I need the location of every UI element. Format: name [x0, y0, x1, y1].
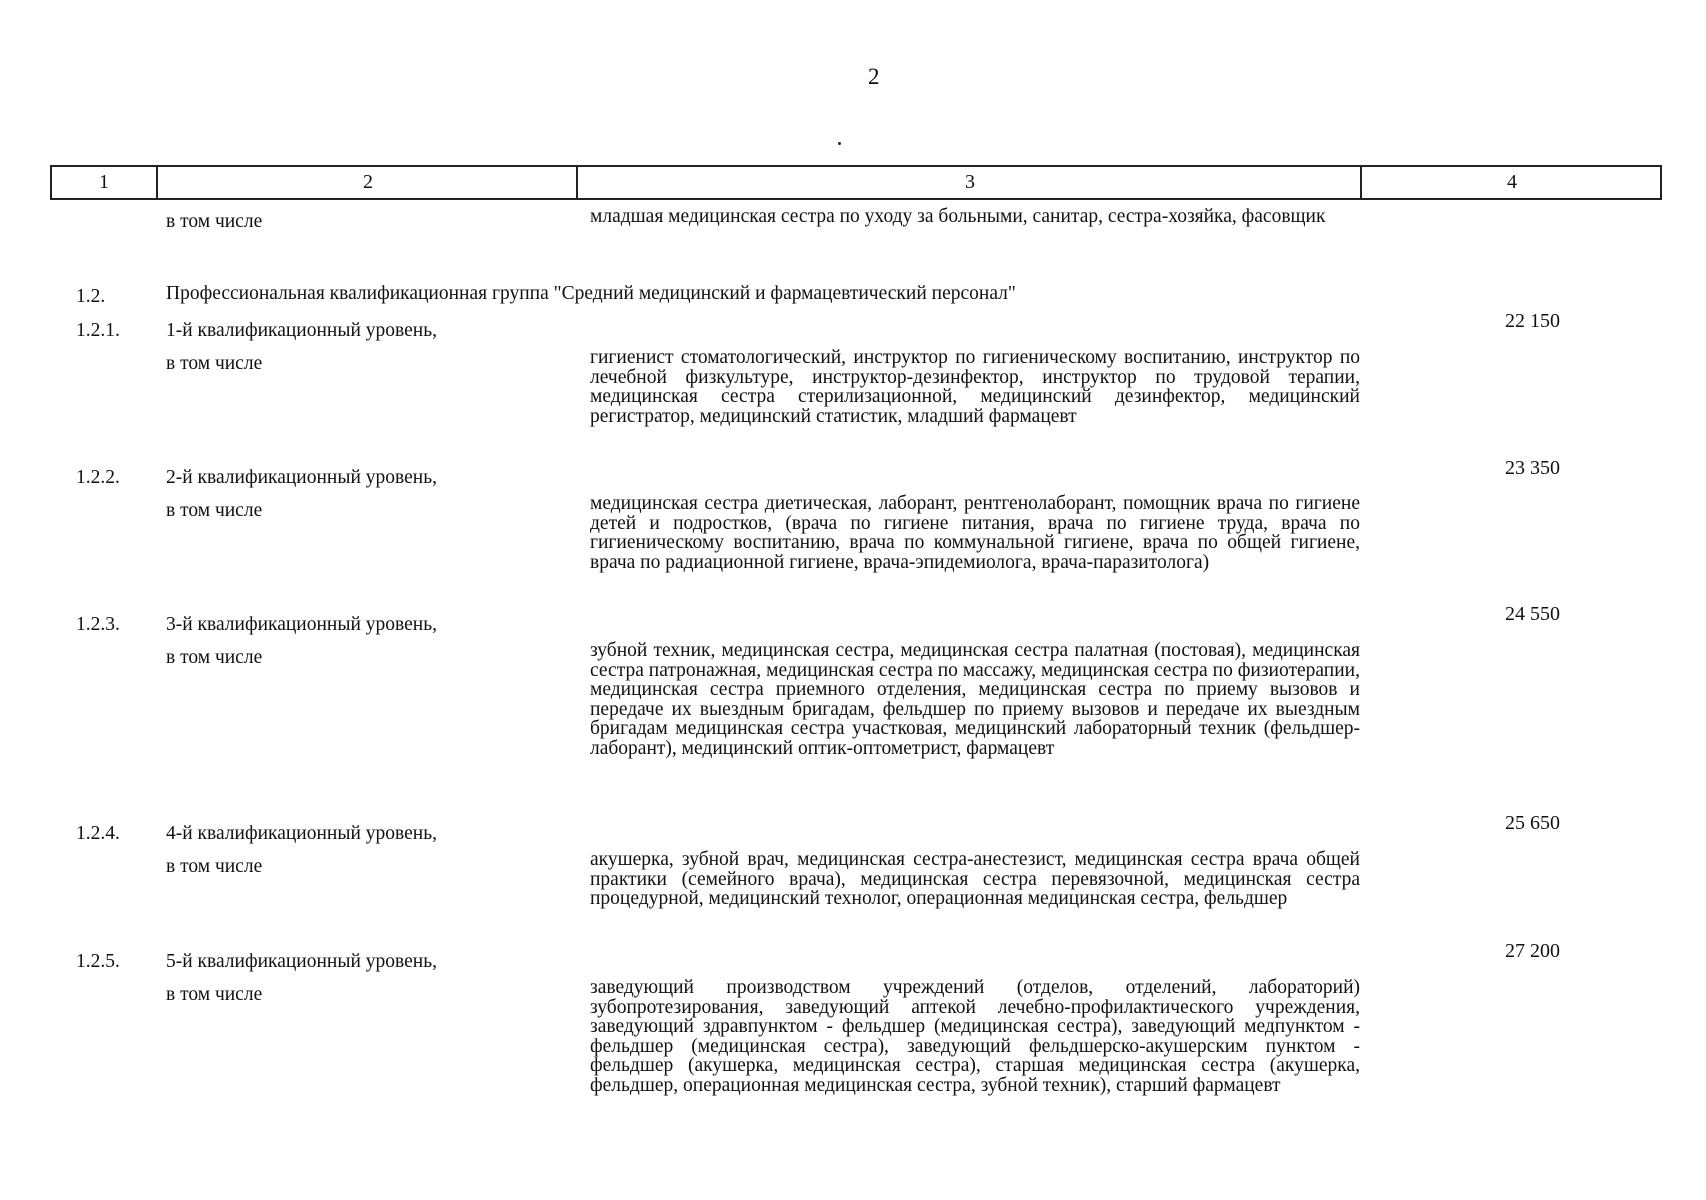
header-col-4: 4 — [1360, 167, 1662, 198]
level-code: 1.2.4. — [76, 823, 120, 844]
level-subtitle: в том числе — [166, 353, 263, 374]
level-label: 5-й квалификационный уровень, — [166, 951, 437, 972]
continuation-subtitle: в том числе — [166, 211, 263, 232]
level-label: 4-й квалификационный уровень, — [166, 823, 437, 844]
level-subtitle: в том числе — [166, 500, 263, 521]
level-value: 23 350 — [1505, 457, 1560, 479]
level-description: гигиенист стоматологический, инструктор по гигиеническому воспитанию, инструктор по лечебной физкультуре, инструктор-дезинфектор, инструктор по трудовой терапии, медицинская сестра стерилизационной, медицинский дезинфектор, медицинский регистратор, медицинский статистик, младший фармацевт — [590, 347, 1360, 427]
level-code: 1.2.3. — [76, 614, 120, 635]
header-col-3: 3 — [576, 167, 1362, 198]
level-value: 27 200 — [1505, 940, 1560, 962]
level-subtitle: в том числе — [166, 984, 263, 1005]
column-header-row — [50, 165, 1662, 200]
level-code: 1.2.5. — [76, 951, 120, 972]
group-title: Профессиональная квалификационная группа "Средний медицинский и фармацевтический персонал" — [166, 283, 1016, 304]
level-description: зубной техник, медицинская сестра, медицинская сестра палатная (постовая), медицинская сестра патронажная, медицинская сестра по массажу, медицинская сестра по физиотерапии, медицинская сестра приемного отделения, медицинская сестра по приему вызовов и передаче их выездным бригадам, фельдшер по приему вызовов и передаче их выездным бригадам медицинская сестра участковая, медицинский лабораторный техник (фельдшер-лаборант), медицинский оптик-оптометрист, фармацевт — [590, 640, 1360, 759]
continuation-description: младшая медицинская сестра по уходу за больными, санитар, сестра-хозяйка, фасовщик — [590, 206, 1326, 227]
level-label: 3-й квалификационный уровень, — [166, 614, 437, 635]
level-value: 22 150 — [1505, 310, 1560, 332]
level-code: 1.2.1. — [76, 320, 120, 341]
level-description: медицинская сестра диетическая, лаборант, рентгенолаборант, помощник врача по гигиене детей и подростков, (врача по гигиене питания, врача по гигиене труда, врача по гигиеническому воспитанию, врача по коммунальной гигиене, врача по общей гигиене, врача по радиационной гигиене, врача-эпидемиолога, врача-паразитолога) — [590, 493, 1360, 573]
page-number: 2 — [868, 64, 880, 89]
level-value: 24 550 — [1505, 603, 1560, 625]
group-code: 1.2. — [76, 286, 106, 307]
level-subtitle: в том числе — [166, 647, 263, 668]
header-col-2: 2 — [156, 167, 578, 198]
level-label: 1-й квалификационный уровень, — [166, 320, 437, 341]
stray-dot — [838, 142, 841, 145]
level-value: 25 650 — [1505, 812, 1560, 834]
level-subtitle: в том числе — [166, 856, 263, 877]
level-label: 2-й квалификационный уровень, — [166, 467, 437, 488]
level-description: акушерка, зубной врач, медицинская сестра-анестезист, медицинская сестра врача общей практики (семейного врача), медицинская сестра перевязочной, медицинская сестра процедурной, медицинский технолог, операционная медицинская сестра, фельдшер — [590, 849, 1360, 909]
level-code: 1.2.2. — [76, 467, 120, 488]
header-col-1: 1 — [99, 171, 109, 193]
level-description: заведующий производством учреждений (отделов, отделений, лабораторий) зубопротезирования, заведующий аптекой лечебно-профилактического учреждения, заведующий здравпунктом - фельдшер (медицинская сестра), заведующий медпунктом - фельдшер (медицинская сестра), заведующий фельдшерско-акушерским пунктом - фельдшер (акушерка, медицинская сестра), старшая медицинская сестра (акушерка, фельдшер, операционная медицинская сестра, зубной техник), старший фармацевт — [590, 977, 1360, 1096]
